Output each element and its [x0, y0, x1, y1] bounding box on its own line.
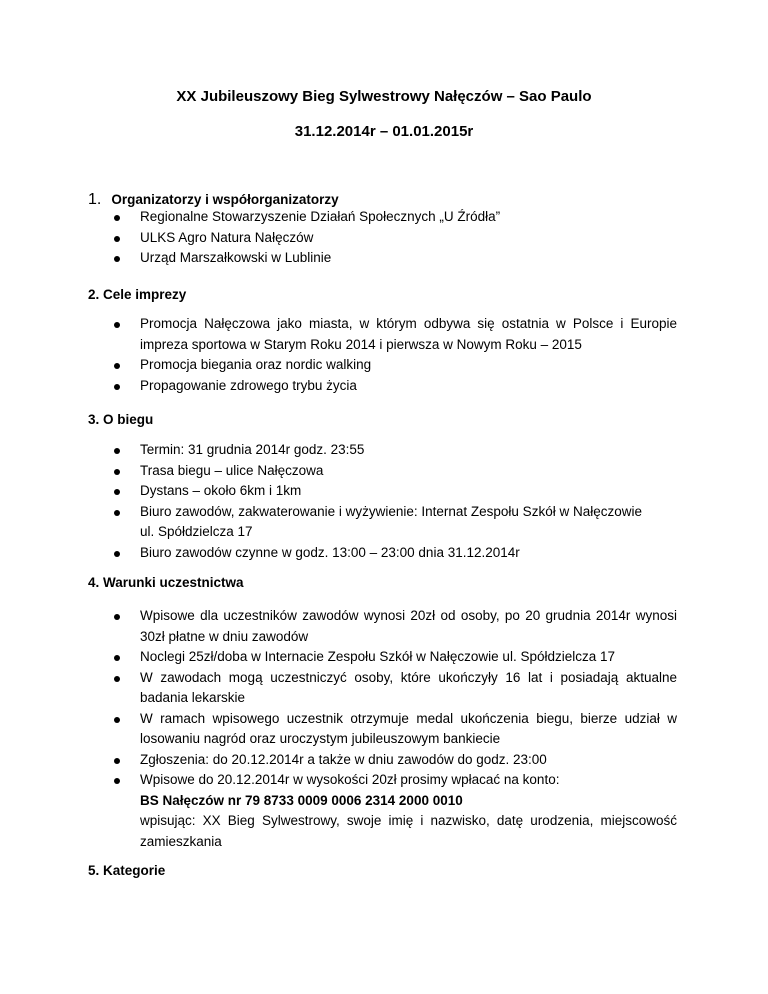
- section-3-heading: 3. O biegu: [88, 412, 154, 427]
- bank-account: BS Nałęczów nr 79 8733 0009 0006 2314 2000 0010: [140, 792, 463, 808]
- bullet-icon: [114, 778, 120, 784]
- section-5-heading: 5. Kategorie: [88, 863, 166, 878]
- bullet-icon: [114, 256, 120, 262]
- list-item: Wpisowe dla uczestników zawodów wynosi 20zł od osoby, po 20 grudnia 2014r wynosi 30zł płatne w dniu zawodów: [0, 606, 677, 647]
- list-item: Termin: 31 grudnia 2014r godz. 23:55: [0, 440, 677, 461]
- bullet-icon: [114, 758, 120, 764]
- section-4-list: [0, 606, 677, 852]
- bullet-icon: [114, 384, 120, 390]
- bullet-icon: [114, 551, 120, 557]
- bullet-icon: [114, 717, 120, 723]
- section-1-list: [0, 207, 677, 269]
- section-2-list: [0, 314, 677, 396]
- event-dates: 31.12.2014r – 01.01.2015r: [294, 123, 474, 140]
- list-item: Promocja Nałęczowa jako miasta, w którym odbywa się ostatnia w Polsce i Europie impreza sportowa w Starym Roku 2014 i pierwsza w Nowym Roku – 2015: [0, 314, 677, 355]
- bullet-icon: [114, 363, 120, 369]
- section-4-heading: 4. Warunki uczestnictwa: [88, 575, 244, 590]
- bullet-icon: [114, 448, 120, 454]
- bullet-icon: [114, 215, 120, 221]
- list-item: W ramach wpisowego uczestnik otrzymuje medal ukończenia biegu, bierze udział w losowaniu nagród oraz uroczystym jubileuszowym bankiecie: [0, 709, 677, 750]
- document-title: XX Jubileuszowy Bieg Sylwestrowy Nałęczów – Sao Paulo: [176, 88, 592, 105]
- list-item: Zgłoszenia: do 20.12.2014r a także w dniu zawodów do godz. 23:00: [0, 750, 677, 771]
- list-item: Regionalne Stowarzyszenie Działań Społecznych „U Źródła”: [0, 207, 677, 228]
- section-1-title: Organizatorzy i współorganizatorzy: [111, 192, 339, 207]
- list-item: Wpisowe do 20.12.2014r w wysokości 20zł prosimy wpłacać na konto: BS Nałęczów nr 79 8733 0009 0006 2314 2000 0010 wpisując: XX Bieg Sylwestrowy, swoje imię i nazwisko, datę urodzenia, miejscowość zamieszkania: [0, 770, 677, 852]
- list-item: Propagowanie zdrowego trybu życia: [0, 376, 677, 397]
- bullet-icon: [114, 614, 120, 620]
- bullet-icon: [114, 469, 120, 475]
- list-item: Biuro zawodów czynne w godz. 13:00 – 23:00 dnia 31.12.2014r: [0, 543, 677, 564]
- section-2-heading: 2. Cele imprezy: [88, 287, 187, 302]
- section-1-number: 1.: [88, 191, 102, 208]
- bullet-icon: [114, 489, 120, 495]
- bullet-icon: [114, 322, 120, 328]
- list-item: ULKS Agro Natura Nałęczów: [0, 228, 677, 249]
- list-item: Dystans – około 6km i 1km: [0, 481, 677, 502]
- bullet-icon: [114, 510, 120, 516]
- list-item: Promocja biegania oraz nordic walking: [0, 355, 677, 376]
- bullet-icon: [114, 655, 120, 661]
- bullet-icon: [114, 676, 120, 682]
- list-item: Biuro zawodów, zakwaterowanie i wyżywienie: Internat Zespołu Szkół w Nałęczowie ul. Spółdzielcza 17: [0, 502, 677, 543]
- list-item: Noclegi 25zł/doba w Internacie Zespołu Szkół w Nałęczowie ul. Spółdzielcza 17: [0, 647, 677, 668]
- list-item: Trasa biegu – ulice Nałęczowa: [0, 461, 677, 482]
- list-item: W zawodach mogą uczestniczyć osoby, które ukończyły 16 lat i posiadają aktualne badania lekarskie: [0, 668, 677, 709]
- bullet-icon: [114, 236, 120, 242]
- list-item: Urząd Marszałkowski w Lublinie: [0, 248, 677, 269]
- section-3-list: [0, 440, 677, 563]
